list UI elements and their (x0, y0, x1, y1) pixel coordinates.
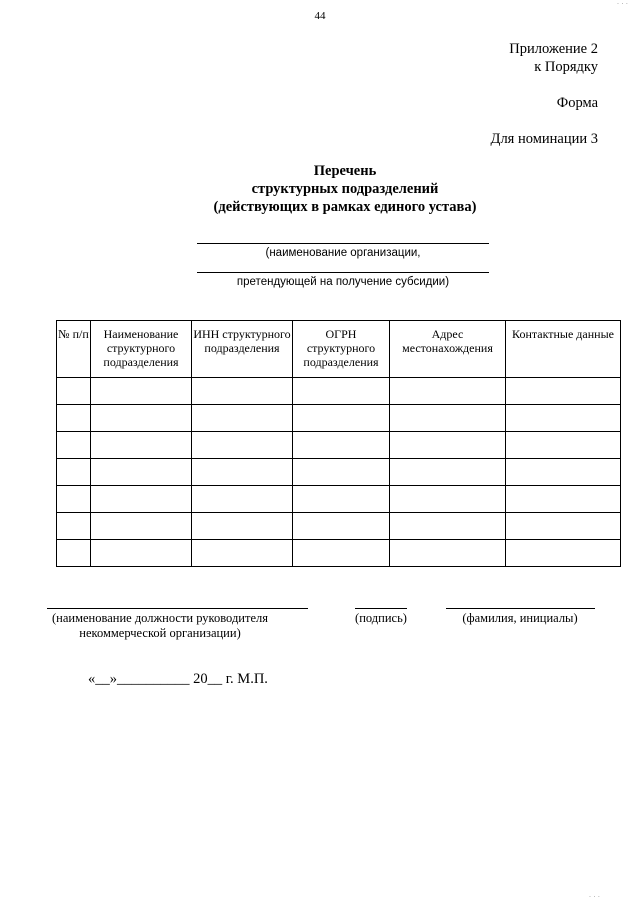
table-cell[interactable] (192, 432, 293, 459)
table-cell[interactable] (57, 486, 91, 513)
table-cell[interactable] (506, 513, 621, 540)
table-row (57, 405, 621, 432)
position-fill-line (47, 608, 308, 609)
table-cell[interactable] (506, 486, 621, 513)
table-cell[interactable] (91, 432, 192, 459)
nomination-label: Для номинации 3 (490, 131, 598, 147)
table-cell[interactable] (390, 432, 506, 459)
title-line-1: Перечень (313, 163, 377, 179)
table-cell[interactable] (57, 459, 91, 486)
table-row (57, 459, 621, 486)
table-cell[interactable] (91, 378, 192, 405)
table-cell[interactable] (506, 432, 621, 459)
table-cell[interactable] (192, 513, 293, 540)
table-cell[interactable] (57, 432, 91, 459)
table-cell[interactable] (506, 459, 621, 486)
org-caption-line-1: (наименование организации, (265, 247, 421, 259)
signature-fill-line (355, 608, 407, 609)
org-name-line-1 (197, 243, 489, 244)
col-header-ogrn: ОГРН структурного подразделения (293, 321, 390, 378)
scan-artifact-top: · · · (616, 0, 628, 8)
col-header-address: Адрес местонахождения (390, 321, 506, 378)
table-cell[interactable] (192, 405, 293, 432)
table-cell[interactable] (57, 378, 91, 405)
scan-artifact-bottom: · · · (588, 893, 600, 901)
table-cell[interactable] (293, 378, 390, 405)
table-body (57, 378, 621, 567)
table-cell[interactable] (390, 405, 506, 432)
table-cell[interactable] (91, 540, 192, 567)
name-fill-line (446, 608, 595, 609)
col-header-name: Наименование структурного подразделения (91, 321, 192, 378)
table-cell[interactable] (192, 459, 293, 486)
table-row (57, 540, 621, 567)
date-stamp-line: «__»__________ 20__ г. М.П. (88, 671, 268, 687)
signature-caption: (подпись) (355, 611, 407, 625)
table-cell[interactable] (506, 405, 621, 432)
table-row (57, 378, 621, 405)
table-header-row (57, 321, 621, 378)
table-cell[interactable] (390, 540, 506, 567)
table-cell[interactable] (293, 459, 390, 486)
page-number: 44 (314, 10, 326, 22)
position-caption-line-1: (наименование должности руководителя (52, 611, 268, 625)
table-cell[interactable] (506, 378, 621, 405)
form-label: Форма (556, 95, 598, 111)
table-cell[interactable] (293, 486, 390, 513)
table-cell[interactable] (390, 378, 506, 405)
table-cell[interactable] (390, 459, 506, 486)
appendix-label: Приложение 2 (509, 41, 598, 57)
table-cell[interactable] (91, 513, 192, 540)
table-cell[interactable] (390, 513, 506, 540)
table-cell[interactable] (91, 486, 192, 513)
org-caption-line-2: претендующей на получение субсидии) (236, 276, 450, 288)
table-cell[interactable] (91, 405, 192, 432)
name-caption: (фамилия, инициалы) (462, 611, 578, 625)
col-header-contacts: Контактные данные (506, 321, 621, 378)
table-cell[interactable] (57, 513, 91, 540)
col-header-inn: ИНН структурного подразделения (192, 321, 293, 378)
table-cell[interactable] (57, 405, 91, 432)
table-row (57, 432, 621, 459)
to-order-label: к Порядку (534, 59, 598, 75)
table-cell[interactable] (192, 378, 293, 405)
table-cell[interactable] (293, 540, 390, 567)
table-cell[interactable] (57, 540, 91, 567)
document-title (0, 162, 640, 216)
col-header-number: № п/п (57, 321, 91, 378)
table-cell[interactable] (91, 459, 192, 486)
table-cell[interactable] (293, 405, 390, 432)
table-cell[interactable] (192, 540, 293, 567)
position-caption (40, 611, 280, 641)
title-line-3: (действующих в рамках единого устава) (213, 199, 477, 215)
table-row (57, 486, 621, 513)
position-caption-line-2: некоммерческой организации) (79, 626, 241, 640)
table-cell[interactable] (293, 513, 390, 540)
org-name-line-2 (197, 272, 489, 273)
table-cell[interactable] (390, 486, 506, 513)
title-line-2: структурных подразделений (251, 181, 439, 197)
table-cell[interactable] (506, 540, 621, 567)
table-row (57, 513, 621, 540)
subdivisions-table (56, 320, 621, 567)
table-cell[interactable] (293, 432, 390, 459)
table-cell[interactable] (192, 486, 293, 513)
